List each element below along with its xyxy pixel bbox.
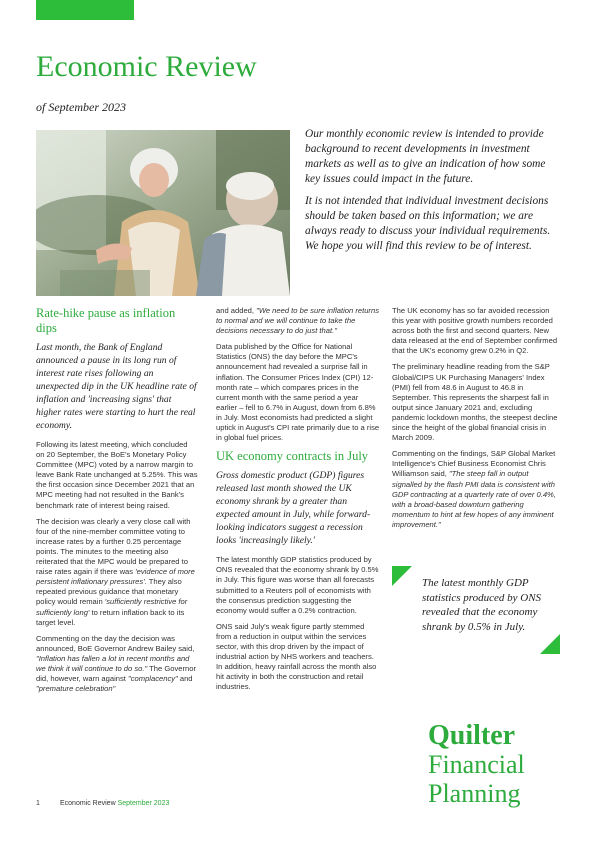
pull-quote-text: The latest monthly GDP statistics produced by ONS revealed that the economy shrank by 0.5% in July. (422, 577, 542, 633)
text-span: and (177, 674, 193, 684)
intro-paragraph: It is not intended that individual investment decisions should be taken based on this information; we are always ready to discuss your individual requirements. We hope you will find this review to be of interest. (305, 195, 551, 252)
issue-date: of September 2023 (36, 100, 126, 114)
section-heading-rate-hike: Rate-hike pause as inflation dips (36, 306, 176, 335)
text-span: . They also repeated previous guidance that monetary policy would remain (36, 577, 182, 607)
quote-span: 'sufficiently restrictive for sufficiently long' (36, 597, 188, 617)
pull-quote (392, 566, 560, 674)
text-span: Commenting on the day the decision was announced, BoE Governor Andrew Bailey said, (36, 633, 195, 653)
body-paragraph: The UK economy has so far avoided recession this year with positive growth numbers recorded across both the first and second quarters. New data released at the end of September confirmed that the UK's economy grew 0.2% in Q2. (392, 306, 558, 356)
column-1 (36, 306, 198, 700)
photo-illustration (36, 130, 290, 296)
section-heading-uk-economy: UK economy contracts in July (216, 449, 369, 464)
section-lead: Last month, the Bank of England announced a pause in its long run of interest rate rises following an unexpected dip in the UK headline rate of inflation and 'increasing signs' that higher rates were starting to hurt the real economy. (36, 342, 197, 431)
corner-triangle-bottom (540, 634, 560, 654)
column-3 (392, 306, 560, 536)
text-span: to return inflation back to its target level. (36, 607, 185, 627)
body-paragraph (36, 517, 198, 628)
logo-line: Financial (428, 750, 525, 779)
text-span: The Governor did, however, warn against (36, 663, 197, 684)
text-span: The decision was clearly a very close call with four of the nine-member committee voting to increase rates by a further 0.25 percentage points. The minutes to the meeting also reiterated that the MPC would be prepared to raise rates again if there was (36, 516, 191, 577)
page-number: 1 (36, 800, 40, 807)
text-span: and added, (216, 306, 257, 315)
header-accent-block (36, 0, 134, 20)
intro-paragraph: Our monthly economic review is intended to provide background to recent developments in investment markets as well as to give an indication of how some key issues could impact in the future. (305, 128, 546, 185)
body-paragraph: Following its latest meeting, which concluded on 20 September, the BoE's Monetary Policy Committee (MPC) voted by a narrow margin to leave Bank Rate unchanged at 5.25%. This was the first occasion since December 2021 that an MPC meeting had not resulted in the Bank's benchmark rate of interest being raised. (36, 440, 198, 510)
body-paragraph (216, 306, 380, 336)
footer-date: September 2023 (117, 800, 170, 807)
quilter-logo (428, 722, 568, 808)
quote-span: "The steep fall in output signalled by the flash PMI data is consistent with GDP contracting at a quarterly rate of over 0.4%, with a broad-based downturn gathering momentum to hint at few hopes of any imminent improvement." (392, 469, 556, 529)
hero-photo (36, 130, 290, 296)
column-2 (216, 306, 380, 698)
footer-label: Economic Review (60, 800, 116, 807)
corner-triangle-top (392, 566, 412, 586)
section-lead: Gross domestic product (GDP) figures released last month showed the UK economy shrank by a greater than expected amount in July, while forward-looking indicators suggest a recession looks 'increasingly likely.' (216, 470, 371, 547)
body-paragraph: Data published by the Office for National Statistics (ONS) the day before the MPC's announcement had revealed a surprise fall in inflation. The Consumer Prices Index (CPI) 12-month rate – which compares prices in the current month with the same period a year earlier – fell to 6.7% in August, down from 6.8% in July. Most economists had predicted a slight uptick in August's CPI rate primarily due to a rise in global fuel prices. (216, 342, 380, 443)
body-paragraph (392, 449, 560, 530)
logo-line: Quilter (428, 720, 516, 751)
quote-span: "complacency" (128, 674, 178, 684)
quote-span: 'evidence of more persistent inflationary pressures' (36, 567, 195, 587)
intro-text (305, 127, 563, 261)
text-span: Commenting on the findings, S&P Global Market Intelligence's Chief Business Economist Chris Williamson said, (392, 449, 556, 479)
quote-span: "We need to be sure inflation returns to normal and we will continue to take the decisions necessary to do just that." (216, 306, 379, 336)
body-paragraph (36, 634, 198, 695)
page-footer (36, 800, 169, 807)
body-paragraph: The latest monthly GDP statistics produced by ONS revealed that the economy shrank by 0.5% in July. This figure was worse than all forecasts submitted to a Reuters poll of economists with the consensus prediction suggesting the economy would suffer a 0.2% contraction. (216, 555, 379, 615)
body-paragraph: ONS said July's weak figure partly stemmed from a reduction in output within the services sector, with this drop driven by the impact of industrial action by NHS workers and teachers. In addition, heavy rainfall across the month also hit activity in both the construction and retail industries. (216, 621, 377, 692)
body-paragraph: The preliminary headline reading from the S&P Global/CIPS UK Purchasing Managers' Index (PMI) fell from 48.6 in August to 46.8 in September. This represents the sharpest fall in output since January 2021 and, excluding pandemic lockdown months, the steepest decline since the height of the global financial crisis in March 2009. (392, 362, 558, 443)
quote-span: "Inflation has fallen a lot in recent months and we think it will continue to do so." (36, 653, 190, 673)
page-title: Economic Review (36, 50, 257, 83)
quote-span: "premature celebration" (36, 684, 116, 694)
logo-line: Planning (428, 779, 521, 808)
